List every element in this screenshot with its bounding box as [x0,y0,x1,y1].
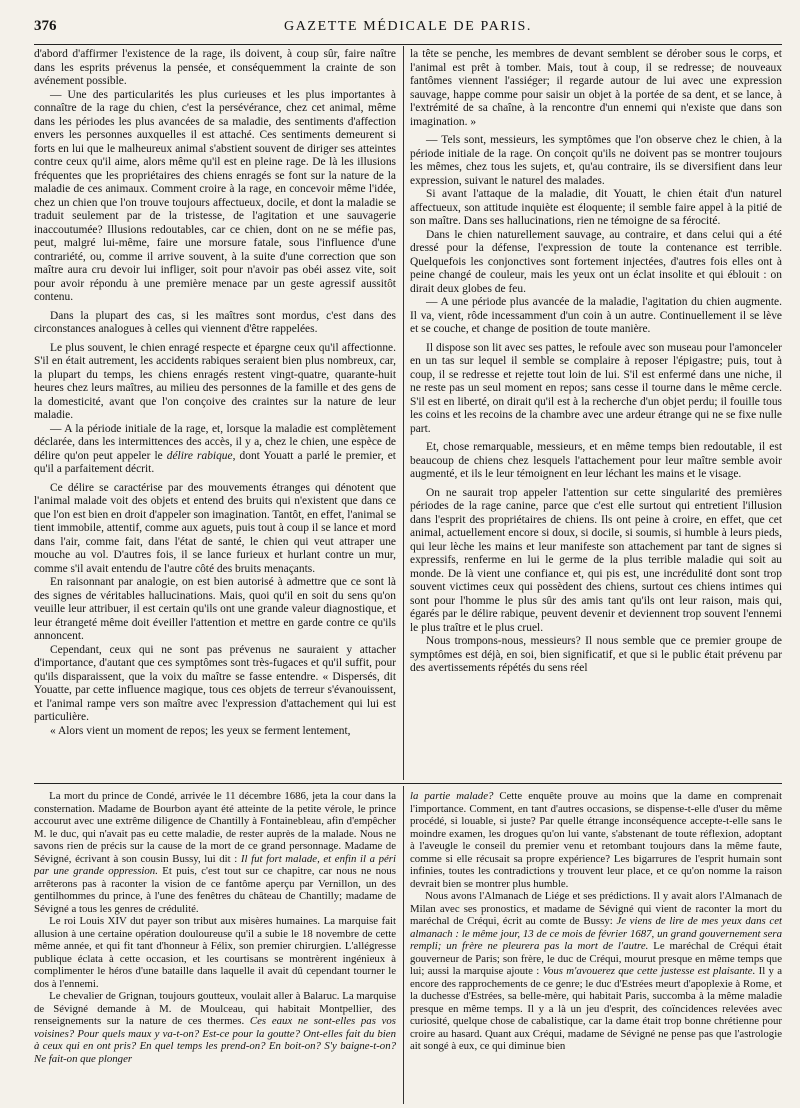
text-run: Cette enquête prouve au moins que la dame en comprenait l'importance. Comment, en tant d'autres occasions, se dispense-t-elle d'user du même procédé, si louable, si juste? Par quelle étrange inconséquence accepte-t-elle sans le moindre examen, les drogues qu'on lui vante, s'abstenant de toute réflexion, adoptant à l'aveugle le conseil du premier venu et retombant toujours dans la même faute, comme si elle récusait sa propre expérience? Les bigarrures de l'esprit humain sont infinies, toutes les contradictions y trouvent leur place, et ce qu'on nomme la raison devrait bien se montrer plus humble. [410,790,782,890]
paragraph [410,487,782,636]
text-run: — A la période initiale de la rage, et, lorsque la maladie est complètement déclarée, dans les intermittences des accès, il y a, chez le chien, une espèce de délire qu'on peut appeler le [34,422,396,462]
paragraph [34,725,396,739]
paragraph [410,441,782,482]
text-run: Si avant l'attaque de la maladie, dit Youatt, le chien était d'un naturel affectueux, son attitude inquiète est éloquente; il semble faire appel à la pitié de son maître. Dans ses hallucinations, rien ne témoigne de sa férocité. [410,188,782,227]
text-run: Ce délire se caractérise par des mouvements étranges qui dénotent que l'animal malade voit des objets et entend des bruits qui n'existent que dans ce que l'on est bien en droit d'appeler son imagination. Tantôt, en effet, l'animal se tient immobile, attentif, comme aux aguets, puis tout à coup il se lance et mord dans l'air, comme fait, dans l'état de santé, le chien qui veut attraper une mouche au vol. D'autres fois, il se lance furieux et hurlant contre un mur, comme s'il avait entendu de l'autre côté des bruits menaçants. [34,481,396,575]
paragraph [410,48,782,129]
article-column-right [410,48,782,776]
feuilleton-column-left [34,790,396,1102]
paragraph [34,342,396,423]
journal-title: GAZETTE MÉDICALE DE PARIS. [284,19,532,34]
paragraph [34,990,396,1065]
italic-text: délire rabique [166,449,233,462]
text-run: Le maréchal de Créqui était gouverneur de Paris; son frère, le duc de Créqui, mourut presque en même temps que lui; aussi la marquise ajoute : [410,940,782,978]
text-run: Et puis, c'est tout sur ce chapitre, car nous ne nous arrêterons pas à raconter la vision de ce fantôme aperçu par Vernillon, un des gentilhommes du prince, à l'une des fenêtres du château de Chantilly; madame de Sévigné a tous les genres de crédulité. [34,865,396,915]
text-run: La mort du prince de Condé, arrivée le 11 décembre 1686, jeta la cour dans la consternation. Madame de Bourbon ayant été atteinte de la petite vérole, le prince accourut avec une extrême diligence de Chantilly à Fontainebleau, afin d'empêcher M. le duc, qui n'avait pas eu cette maladie, de rester auprès de la malade. Nous ne savons rien de précis sur la cause de la mort de ce grand personnage. Madame de Sévigné, écrivant à son cousin Bussy, lui dit : [34,790,396,865]
text-run: — Une des particularités les plus curieuses et les plus importantes à connaître de la rage du chien, c'est la persévérance, chez cet animal, même dans les périodes les plus avancées de sa maladie, des sentiments d'affection envers les personnes auxquelles il est attaché. Ces sentiments demeurent si forts en lui que le malheureux animal s'abstient souvent de diriger ses atteintes contre ceux qu'il aime, alors même qu'il est en pleine rage. De là les illusions fréquentes que les propriétaires des chiens enragés se font sur la nature de la maladie de ces animaux. Comment croire à la rage, en concevoir même l'idée, chez un chien que l'on trouve toujours affectueux, docile, et dont la maladie se traduit seulement par de la tristesse, de l'agitation et une sauvagerie inaccoutumée? Illusions redoutables, car ce chien, dont on ne se méfie pas, peut, malgré lui-même, faire une morsure fatale, sous l'influence d'une contrariété, ou, comme il arrive souvent, à la suite d'une correction que son maître aura cru devoir lui infliger, soit pour n'avoir pas obéi assez vite, soit pour avoir répondu à une première menace par un geste agressif aussitôt contenu. [34,88,396,303]
italic-text: Il fut fort malade, et enfin il a péri par une grande oppression. [34,852,396,878]
text-run: En raisonnant par analogie, on est bien autorisé à admettre que ce sont là des signes de véritables hallucinations. Mais, quoi qu'il en soit du sens qu'on veuille leur attribuer, il est certain qu'ils ont une grande valeur diagnostique, et leur étrangeté même doit éveiller l'attention et mettre en garde contre ce qu'ils annoncent. [34,576,396,642]
text-run: — A une période plus avancée de la maladie, l'agitation du chien augmente. Il va, vient, rôde incessamment d'un coin à un autre. Continuellement il se lève et se couche, et change de position de toute manière. [410,296,782,335]
paragraph [410,890,782,1053]
paragraph [410,342,782,437]
text-run: « Alors vient un moment de repos; les yeux se ferment lentement, [50,724,351,737]
text-run: Le plus souvent, le chien enragé respecte et épargne ceux qu'il affectionne. S'il en était autrement, les accidents rabiques seraient bien plus nombreux, car, la plupart du temps, les chiens enragés restent vingt-quatre, quarante-huit heures chez leurs maîtres, au milieu des personnes de la famille et des gens de la domesticité, avant que l'on conçoive des craintes sur la nature de leur maladie. [34,341,396,421]
column-divider [403,46,404,780]
paragraph [410,134,782,188]
paragraph [410,635,782,676]
paragraph [34,89,396,305]
paragraph [410,790,782,890]
text-run: Nous avons l'Almanach de Liége et ses prédictions. Il y avait alors l'Almanach de Milan avec ses pronostics, et madame de Sévigné qui vient de raconter la mort du maréchal de Créqui, écrit au comte de Bussy: [410,890,782,928]
article-column-left [34,48,396,776]
text-run: Nous trompons-nous, messieurs? Il nous semble que ce premier groupe de symptômes est déjà, en soi, bien significatif, et que si le public était prévenu par des avertissements répétés du sens réel [410,635,782,674]
paragraph [34,48,396,89]
paragraph [410,229,782,297]
feuilleton-divider [403,786,404,1104]
text-run: Dans le chien naturellement sauvage, au contraire, et dans celui qui a été dressé pour la défense, l'expression de toute la contenance est terrible. Quelquefois les conjonctives sont fortement injectées, d'autres fois elles ont à peine changé de couleur, mais les yeux ont un éclat insolite et qui éblouit : on dirait deux globes de feu. [410,228,782,295]
paragraph [34,576,396,644]
italic-text: Je viens de lire de mes yeux dans cet almanach : le même jour, 13 de ce mois de février 1687, un grand gouvernement sera rempli; un frère ne pleurera pas la mort de l'autre. [410,915,782,953]
paragraph [34,310,396,337]
text-run: , dont Youatt a parlé le premier, et qu'il a parfaitement décrit. [34,449,396,475]
text-run: Dans la plupart des cas, si les maîtres sont mordus, c'est dans des circonstances analogues à celles qui viennent d'être rappelées. [34,309,396,335]
text-run: Et, chose remarquable, messieurs, et en même temps bien redoutable, il est beaucoup de chiens chez lesquels l'attachement pour leur maître semble avoir augmenté, et ils le leur témoignent en leur léchant les mains et le visage. [410,441,782,480]
paragraph [410,296,782,337]
feuilleton-rule [34,783,782,784]
text-run: Cependant, ceux qui ne sont pas prévenus ne sauraient y attacher d'importance, d'autant que ces symptômes sont très-fugaces et qu'il suffit, pour qu'ils disparaissent, que la voix du maître se fasse entendre. « Dispersés, dit Youatte, par cette influence magique, tous ces objets de terreur s'évanouissent, et l'animal rampe vers son maître avec l'expression d'attachement qui lui est particulière. [34,643,396,723]
paragraph [410,188,782,229]
paragraph [34,482,396,577]
italic-text: Vous m'avouerez que cette justesse est plaisante. [542,965,756,978]
text-run: Il dispose son lit avec ses pattes, le refoule avec son museau pour l'amonceler en un tas sur lequel il semble se complaire à reposer l'épigastre; puis, tout à coup, il se redresse et rejette tout loin de lui. S'il est enfermé dans une niche, il ne reste pas un seul moment en repos; sans cesse il tourne dans le même cercle. S'il est en liberté, on dirait qu'il est à la recherche d'un objet perdu; il fouille tous les coins et les recoins de la chambre avec une ardeur étrange qui ne se fixe nulle part. [410,341,782,435]
text-run: Le roi Louis XIV dut payer son tribut aux misères humaines. La marquise fait allusion à une certaine opération douloureuse qu'il a subie le 18 novembre de cette même année, et qui fit tant d'honneur à Félix, son premier chirurgien. L'allégresse publique éclata à cette occasion, et les courtisans se montrèrent ingénieux à complimenter le héros d'une bataille dans laquelle il avait dû cependant tourner le dos à l'ennemi. [34,915,396,990]
text-run: — Tels sont, messieurs, les symptômes que l'on observe chez le chien, à la période initiale de la rage. On conçoit qu'ils ne doivent pas se montrer toujours les mêmes, chez tous les sujets, et, qu'au contraire, ils se diversifient dans leur expression, suivant le naturel des malades. [410,134,782,187]
paragraph [34,644,396,725]
italic-text: la partie malade? [410,790,494,802]
text-run: On ne saurait trop appeler l'attention sur cette singularité des premières périodes de la rage canine, parce que c'est elle surtout qui entretient l'illusion dans l'esprit des propriétaires de chiens. Ils ont peine à croire, en effet, que cet animal, actuellement encore si doux, si docile, si soumis, si humble à leurs pieds, qui leur lèche les mains et leur manifeste son attachement par tant de signes si expressifs, renferme en lui le germe de la plus terrible maladie qui soit au monde. De là vient une confiance et, qui pis est, une incrédulité dont sont trop souvent victimes ceux qui possèdent des chiens, surtout ces chiens intimes qui sont pour l'homme le plus sûr des amis tant qu'ils ont leur raison, mais qui, égarés par le délire rabique, peuvent devenir et deviennent trop souvent l'ennemi le plus traître et le plus cruel. [410,486,782,634]
paragraph [34,915,396,990]
paragraph [34,423,396,477]
text-run: la tête se penche, les membres de devant semblent se dérober sous le corps, et l'animal est prêt à tomber. Mais, tout à coup, il se redresse; de nouveaux fantômes viennent l'assiéger; il regarde autour de lui avec une expression sauvage, happe comme pour saisir un objet à la portée de sa dent, et se lance, à l'extrémité de sa chaîne, à la rencontre d'un ennemi qui n'existe que dans son imagination. » [410,48,782,128]
text-run: d'abord d'affirmer l'existence de la rage, ils doivent, à coup sûr, faire naître dans les esprits prévenus la pensée, et conséquemment la crainte de son avénement possible. [34,48,396,87]
feuilleton-column-right [410,790,782,1102]
text-run: Le chevalier de Grignan, toujours goutteux, voulait aller à Balaruc. La marquise de Sévigné demande à M. de Moulceau, qui habitait Montpellier, des renseignements sur la nature de ces thermes. [34,990,396,1028]
page-header [34,14,782,42]
italic-text: Ces eaux ne sont-elles pas vos voisines? Pour quels maux y va-t-on? Est-ce pour la goutte? Ont-elles fait du bien à ceux qui en ont pris? En quel temps les prend-on? En boit-on? S'y baigne-t-on? Ne fait-on que plonger [34,1015,396,1065]
paragraph [34,790,396,915]
page-number: 376 [34,18,57,34]
header-rule [34,44,782,45]
text-run: Il y a encore des rapprochements de ce genre; le duc d'Estrées meurt d'apoplexie à Rome, et la duchesse d'Estrées, sa belle-mère, qui habitait Paris, succomba à la même maladie presque en même temps. Il y a là un jeu d'esprit, des coïncidences relevées avec curiosité, quelque chose de cabalistique, car la dame était trop bonne chrétienne pour croire au hasard. Quant aux Créqui, madame de Sévigné ne pense pas que l'astrologie ait songé à eux, ce qui diminue bien [410,965,782,1053]
